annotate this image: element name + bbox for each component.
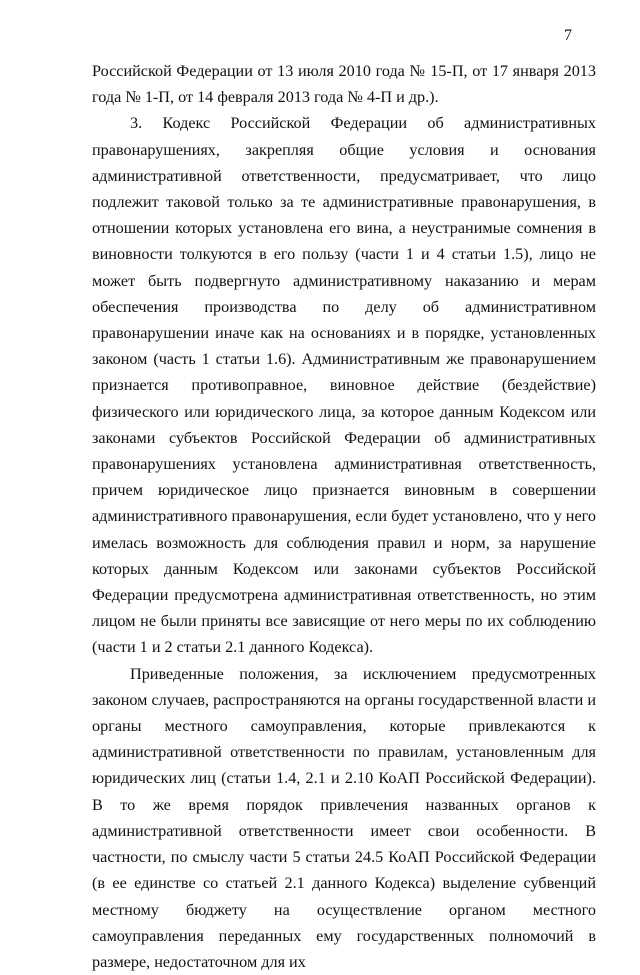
page-number: 7	[564, 27, 572, 44]
paragraph-continuation: Российской Федерации от 13 июля 2010 года № 15-П, от 17 января 2013 года № 1-П, от 14 февраля 2013 года № 4-П и др.).	[92, 62, 596, 107]
paragraph-provisions: Приведенные положения, за исключением предусмотренных законом случаев, распространяются на органы государственной власти и органы местного самоуправления, которые привлекаются к административной ответственности по правилам, установленным для юридических лиц (статьи 1.4, 2.1 и 2.10 КоАП Российской Федерации). В то же время порядок привлечения названных органов к административной ответственности имеет свои особенности. В частности, по смыслу части 5 статьи 24.5 КоАП Российской Федерации (в ее единстве со статьей 2.1 данного Кодекса) выделение субвенций местному бюджету на осуществление органом местного самоуправления переданных ему государственных полномочий в размере, недостаточном для их	[92, 664, 596, 971]
paragraph-3: 3. Кодекс Российской Федерации об административных правонарушениях, закрепляя общие условия и основания административной ответственности, предусматривает, что лицо подлежит таковой только за те административные правонарушения, в отношении которых установлена его вина, а неустранимые сомнения в виновности толкуются в его пользу (части 1 и 4 статьи 1.5), лицо не может быть подвергнуто административному наказанию и мерам обеспечения производства по делу об административном правонарушении иначе как на основаниях и в порядке, установленных законом (часть 1 статьи 1.6). Административным же правонарушением признается противоправное, виновное действие (бездействие) физического или юридического лица, за которое данным Кодексом или законами субъектов Российской Федерации об административных правонарушениях установлена административная ответственность, причем юридическое лицо признается виновным в совершении административного правонарушения, если будет установлено, что у него имелась возможность для соблюдения правил и норм, за нарушение которых данным Кодексом или законами субъектов Российской Федерации предусмотрена административная ответственность, но этим лицом не были приняты все зависящие от него меры по их соблюдению (части 1 и 2 статьи 2.1 данного Кодекса).	[92, 114, 596, 657]
document-body	[92, 58, 596, 975]
